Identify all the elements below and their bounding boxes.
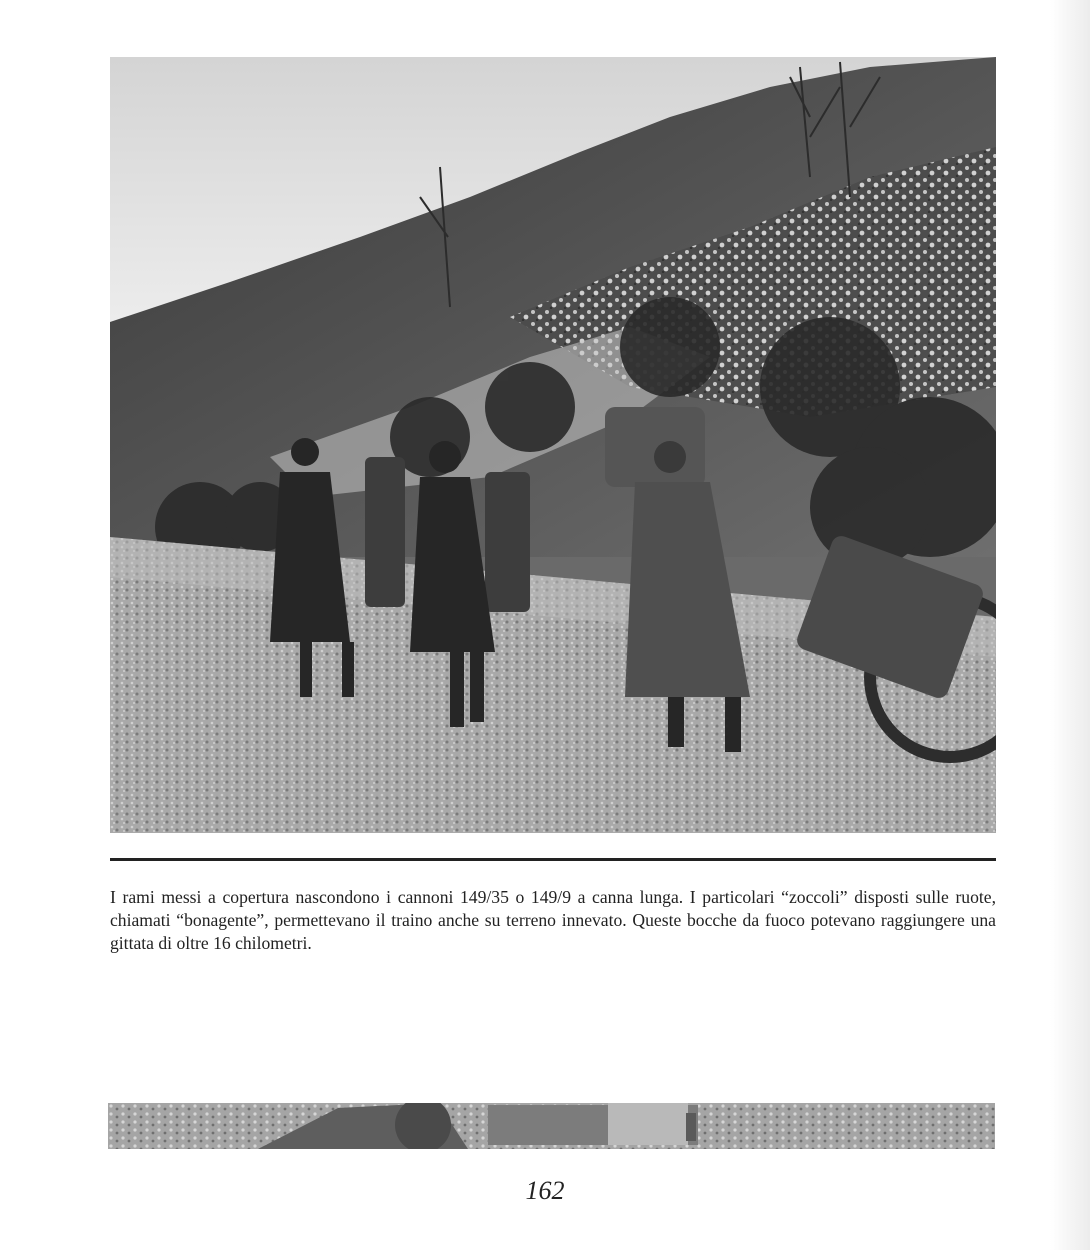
bottom-photo-strip	[108, 1103, 995, 1149]
photo-caption: I rami messi a copertura nascondono i cannoni 149/35 o 149/9 a canna lunga. I particolari “zoccoli” disposti sulle ruote, chiamati “bonagente”, permettevano il traino anche su terreno innevato. Queste bocche da fuoco potevano raggiungere una gittata di oltre 16 chilometri.	[110, 887, 996, 953]
page-edge-shadow	[1050, 0, 1090, 1250]
photograph-artwork	[110, 57, 996, 833]
caption-rule	[110, 858, 996, 861]
page-number: 162	[525, 1176, 565, 1205]
strip-artwork	[108, 1103, 995, 1149]
main-photograph	[110, 57, 996, 833]
